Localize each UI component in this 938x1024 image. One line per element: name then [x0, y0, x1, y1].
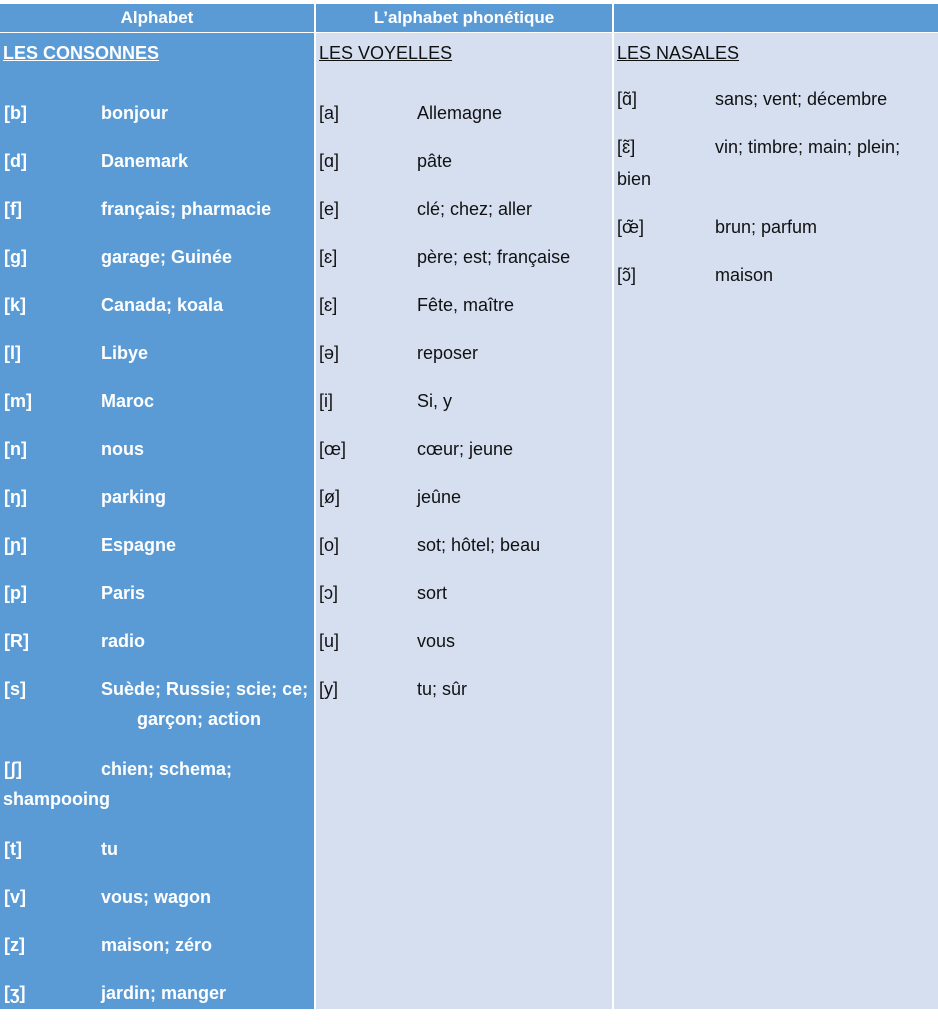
- consonant-symbol: [s]: [4, 679, 26, 699]
- consonant-symbol: [t]: [4, 839, 22, 859]
- header-empty: [614, 4, 938, 32]
- consonant-example: Espagne: [101, 535, 177, 555]
- nasal-example: vin; timbre; main; plein;: [715, 137, 901, 157]
- nasals-column: [614, 33, 938, 1009]
- vowel-example: cœur; jeune: [417, 439, 514, 459]
- consonant-symbol: [d]: [4, 151, 27, 171]
- consonant-symbol: [k]: [4, 295, 26, 315]
- consonant-symbol: [g]: [4, 247, 27, 267]
- vowel-example: jeûne: [417, 487, 462, 507]
- consonant-symbol: [b]: [4, 103, 27, 123]
- header-phonetic-alphabet: L’alphabet phonétique: [316, 4, 612, 32]
- vowel-symbol: [ɛ]: [319, 295, 338, 315]
- nasals-title: LES NASALES: [617, 43, 740, 63]
- consonant-example: garage; Guinée: [101, 247, 233, 267]
- nasal-symbol: [ɛ̃]: [617, 137, 636, 157]
- vowel-example: sot; hôtel; beau: [417, 535, 541, 555]
- nasal-example: maison: [715, 265, 774, 285]
- consonants-column: [0, 33, 314, 1009]
- consonant-symbol: [ʒ]: [4, 983, 26, 1003]
- consonant-example: jardin; manger: [101, 983, 227, 1003]
- consonant-example: bonjour: [101, 103, 168, 123]
- vowel-symbol: [ɛ]: [319, 247, 338, 267]
- vowel-example: Si, y: [417, 391, 453, 411]
- nasal-example: brun; parfum: [715, 217, 818, 237]
- nasal-example-continued: bien: [617, 169, 652, 189]
- consonant-symbol: [m]: [4, 391, 32, 411]
- vowel-example: tu; sûr: [417, 679, 468, 699]
- consonant-example: Suède; Russie; scie; ce;: [101, 679, 309, 699]
- consonant-example: parking: [101, 487, 167, 507]
- vowel-symbol: [i]: [319, 391, 334, 411]
- consonant-symbol: [ɲ]: [4, 535, 27, 555]
- consonant-symbol: [ʃ]: [4, 759, 22, 779]
- nasal-example: sans; vent; décembre: [715, 89, 888, 109]
- consonant-example: maison; zéro: [101, 935, 213, 955]
- vowel-example: Fête, maître: [417, 295, 515, 315]
- consonant-example: Paris: [101, 583, 146, 603]
- vowels-column: [316, 33, 612, 1009]
- consonant-example: vous; wagon: [101, 887, 212, 907]
- consonant-example: français; pharmacie: [101, 199, 272, 219]
- consonant-example: tu: [101, 839, 118, 859]
- vowel-example: Allemagne: [417, 103, 503, 123]
- consonant-example-continued: shampooing: [3, 789, 110, 809]
- vowel-example: père; est; française: [417, 247, 571, 267]
- consonant-symbol: [z]: [4, 935, 25, 955]
- consonant-example: nous: [101, 439, 144, 459]
- consonants-title: LES CONSONNES: [3, 43, 160, 63]
- consonant-symbol: [R]: [4, 631, 29, 651]
- consonant-example-continued: garçon; action: [137, 709, 262, 729]
- vowels-title: LES VOYELLES: [319, 43, 453, 63]
- consonant-example: Libye: [101, 343, 149, 363]
- vowel-symbol: [a]: [319, 103, 340, 123]
- consonant-example: Danemark: [101, 151, 189, 171]
- vowel-symbol: [ə]: [319, 343, 340, 363]
- vowel-symbol: [œ]: [319, 439, 346, 459]
- consonant-example: radio: [101, 631, 146, 651]
- vowel-example: vous: [417, 631, 456, 651]
- vowel-example: pâte: [417, 151, 453, 171]
- vowel-symbol: [ɔ]: [319, 583, 339, 603]
- nasal-symbol: [ɔ̃]: [617, 265, 637, 285]
- consonant-symbol: [ŋ]: [4, 487, 27, 507]
- nasal-symbol: [ɑ̃]: [617, 89, 638, 109]
- header-alphabet: Alphabet: [0, 4, 314, 32]
- vowel-symbol: [ɑ]: [319, 151, 340, 171]
- vowel-symbol: [ø]: [319, 487, 340, 507]
- nasal-symbol: [œ̃]: [617, 217, 644, 237]
- consonant-symbol: [v]: [4, 887, 26, 907]
- vowel-symbol: [u]: [319, 631, 340, 651]
- vowel-symbol: [e]: [319, 199, 340, 219]
- consonant-example: Maroc: [101, 391, 155, 411]
- vowel-example: reposer: [417, 343, 479, 363]
- consonant-symbol: [n]: [4, 439, 27, 459]
- consonant-symbol: [f]: [4, 199, 22, 219]
- vowel-symbol: [o]: [319, 535, 340, 555]
- consonant-example: chien; schema;: [101, 759, 233, 779]
- vowel-example: clé; chez; aller: [417, 199, 533, 219]
- vowel-symbol: [y]: [319, 679, 339, 699]
- consonant-example: Canada; koala: [101, 295, 224, 315]
- vowel-example: sort: [417, 583, 448, 603]
- consonant-symbol: [p]: [4, 583, 27, 603]
- consonant-symbol: [l]: [4, 343, 21, 363]
